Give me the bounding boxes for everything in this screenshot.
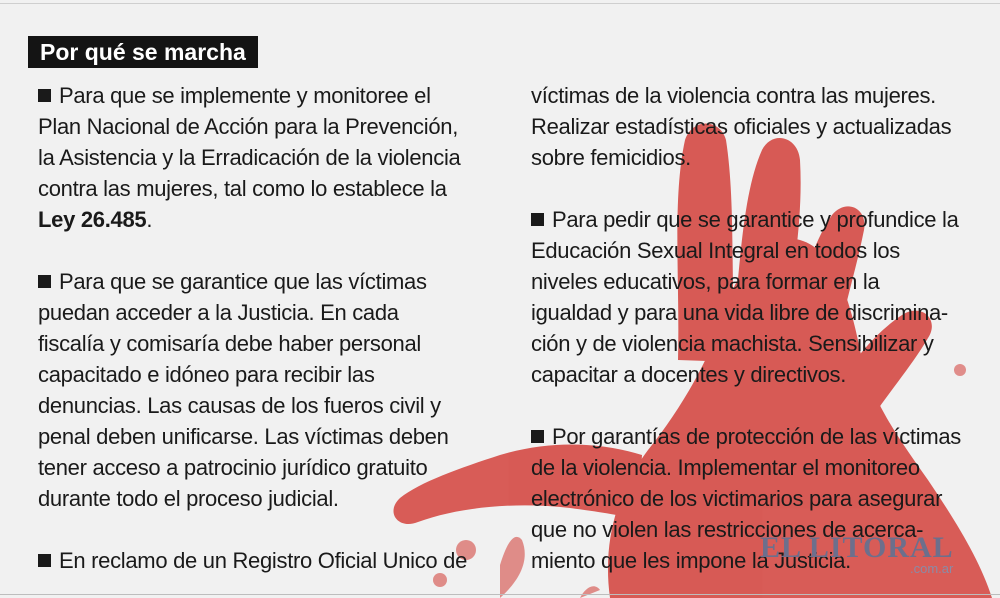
list-item-line: Educación Sexual Integral en todos los (531, 238, 900, 263)
list-item-line: niveles educativos, para formar en la (531, 269, 880, 294)
list-item-line: durante todo el proceso judicial. (38, 486, 339, 511)
list-item-line: contra las mujeres, tal como lo establece la (38, 176, 447, 201)
list-item-line: Para que se garantice que las víctimas (38, 266, 498, 297)
square-bullet-icon (38, 275, 51, 288)
page-title: Por qué se marcha (28, 36, 258, 68)
list-item-line: Plan Nacional de Acción para la Prevención, (38, 114, 459, 139)
list-item-line: víctimas de la violencia contra las mujeres. (531, 83, 936, 108)
list-item-line: Por garantías de protección de las víctimas (531, 421, 971, 452)
list-item-line: de la violencia. Implementar el monitoreo (531, 455, 920, 480)
watermark-logo (760, 532, 980, 576)
list-item-line: sobre femicidios. (531, 145, 691, 170)
square-bullet-icon (531, 213, 544, 226)
list-item-line: ción y de violencia machista. Sensibilizar y (531, 331, 934, 356)
list-item-line: capacitar a docentes y directivos. (531, 362, 847, 387)
square-bullet-icon (531, 430, 544, 443)
list-item-line: denuncias. Las causas de los fueros civil y (38, 393, 441, 418)
list-item-line: la Asistencia y la Erradicación de la violencia (38, 145, 461, 170)
list-item-line: capacitado e idóneo para recibir las (38, 362, 375, 387)
list-item-line: Para pedir que se garantice y profundice la (531, 204, 971, 235)
list-item-line: En reclamo de un Registro Oficial Unico de (38, 545, 498, 576)
right-column (531, 80, 971, 576)
list-item-line: miento que les impone la Justicia. (531, 548, 851, 573)
list-item-line: puedan acceder a la Justicia. En cada (38, 300, 399, 325)
list-item-line: electrónico de los victimarios para asegurar (531, 486, 943, 511)
square-bullet-icon (38, 554, 51, 567)
list-item-line: que no violen las restricciones de acerca- (531, 517, 924, 542)
list-item-line: Ley 26.485. (38, 207, 153, 232)
watermark-domain: .com.ar (910, 561, 954, 576)
list-item-line: igualdad y para una vida libre de discrimina- (531, 300, 948, 325)
list-item-line: Realizar estadísticas oficiales y actualizadas (531, 114, 952, 139)
top-rule (0, 3, 1000, 4)
bottom-rule (0, 594, 1000, 595)
watermark-name: EL LITORAL (760, 531, 954, 564)
list-item-line: penal deben unificarse. Las víctimas deben (38, 424, 449, 449)
law-reference: Ley 26.485 (38, 207, 147, 232)
list-item-line: Para que se implemente y monitoree el (38, 80, 498, 111)
left-column (38, 80, 498, 576)
square-bullet-icon (38, 89, 51, 102)
list-item-line: fiscalía y comisaría debe haber personal (38, 331, 421, 356)
list-item-line: tener acceso a patrocinio jurídico gratuito (38, 455, 428, 480)
